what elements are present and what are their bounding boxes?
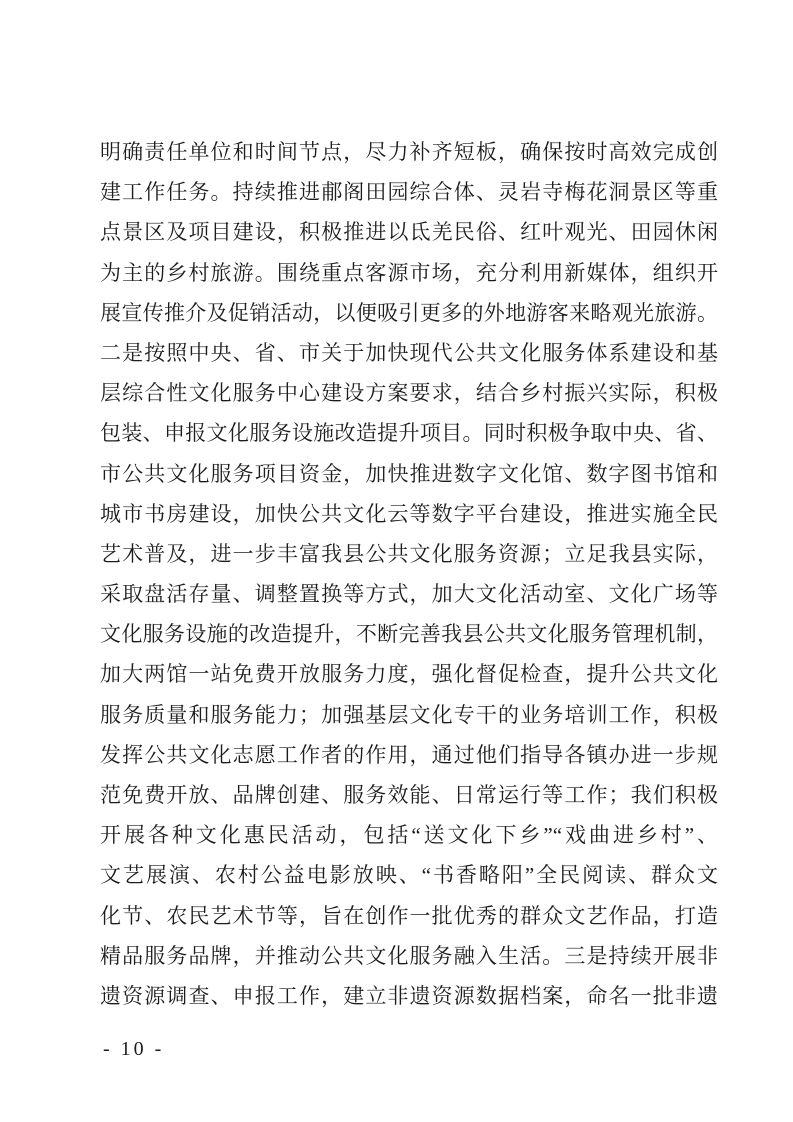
text-line: 服务质量和服务能力；加强基层文化专干的业务培训工作，积极 xyxy=(100,702,718,727)
text-line: 点景区及项目建设，积极推进以氐羌民俗、红叶观光、田园休闲 xyxy=(100,220,718,245)
text-line: 发挥公共文化志愿工作者的作用，通过他们指导各镇办进一步规 xyxy=(100,742,718,767)
text-line: 层综合性文化服务中心建设方案要求，结合乡村振兴实际，积极 xyxy=(100,381,718,406)
text-line: 范免费开放、品牌创建、服务效能、日常运行等工作；我们积极 xyxy=(100,783,718,807)
text-line: 二是按照中央、省、市关于加快现代公共文化服务体系建设和基 xyxy=(100,340,718,365)
page-number: - 10 - xyxy=(103,1038,165,1060)
text-line: 文艺展演、农村公益电影放映、“书香略阳”全民阅读、群众文 xyxy=(100,863,718,888)
text-line: 建工作任务。持续推进郙阁田园综合体、灵岩寺梅花洞景区等重 xyxy=(100,180,718,205)
text-line: 为主的乡村旅游。围绕重点客源市场，充分利用新媒体，组织开 xyxy=(100,260,718,285)
text-line: 艺术普及，进一步丰富我县公共文化服务资源；立足我县实际， xyxy=(100,541,718,566)
text-line: 城市书房建设，加快公共文化云等数字平台建设，推进实施全民 xyxy=(100,501,718,526)
text-line: 开展各种文化惠民活动，包括“送文化下乡”“戏曲进乡村”、 xyxy=(100,823,718,848)
text-line: 精品服务品牌，并推动公共文化服务融入生活。三是持续开展非 xyxy=(100,943,718,968)
text-line: 文化服务设施的改造提升，不断完善我县公共文化服务管理机制， xyxy=(100,622,718,647)
body-text xyxy=(100,132,718,1016)
text-line: 采取盘活存量、调整置换等方式，加大文化活动室、文化广场等 xyxy=(100,582,718,607)
text-line: 市公共文化服务项目资金，加快推进数字文化馆、数字图书馆和 xyxy=(100,461,718,486)
text-line: 遗资源调查、申报工作，建立非遗资源数据档案，命名一批非遗 xyxy=(100,983,718,1008)
text-line: 明确责任单位和时间节点，尽力补齐短板，确保按时高效完成创 xyxy=(100,140,718,164)
text-line: 展宣传推介及促销活动，以便吸引更多的外地游客来略观光旅游。 xyxy=(100,300,718,325)
text-line: 化节、农民艺术节等，旨在创作一批优秀的群众文艺作品，打造 xyxy=(100,903,718,928)
text-line: 加大两馆一站免费开放服务力度，强化督促检查，提升公共文化 xyxy=(100,662,718,687)
text-line: 包装、申报文化服务设施改造提升项目。同时积极争取中央、省、 xyxy=(100,421,718,446)
